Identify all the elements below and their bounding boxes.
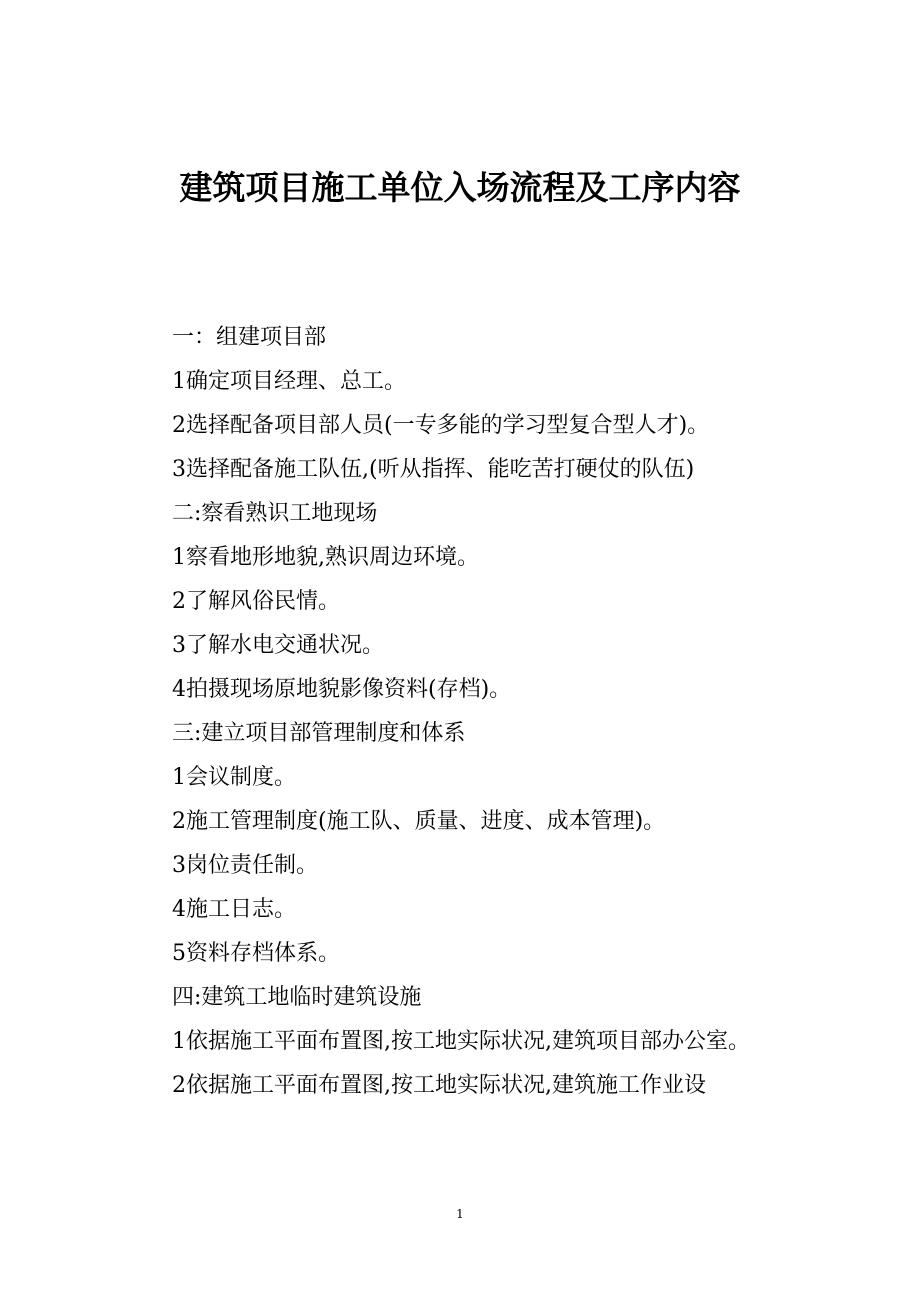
list-item: 3选择配备施工队伍,(听从指挥、能吃苦打硬仗的队伍)	[172, 457, 695, 482]
section-heading-3: 三:建立项目部管理制度和体系	[172, 721, 466, 746]
list-item: 5资料存档体系。	[172, 941, 340, 966]
section-heading-1: 一：组建项目部	[172, 325, 327, 350]
list-item: 3了解水电交通状况。	[172, 633, 384, 658]
page-number: 1	[456, 1207, 464, 1221]
list-item: 3岗位责任制。	[172, 853, 318, 878]
list-item: 4施工日志。	[172, 897, 296, 922]
list-item: 1察看地形地貌,熟识周边环境。	[172, 545, 479, 570]
list-item: 4拍摄现场原地貌影像资料(存档)。	[172, 677, 512, 702]
list-item: 2施工管理制度(施工队、质量、进度、成本管理)。	[172, 809, 666, 834]
document-body	[110, 316, 810, 1108]
paragraph: 1依据施工平面布置图,按工地实际状况,建筑项目部办公室。	[172, 1029, 750, 1054]
list-item: 1确定项目经理、总工。	[172, 369, 406, 394]
list-item: 2了解风俗民情。	[172, 589, 340, 614]
document-title: 建筑项目施工单位入场流程及工序内容	[179, 168, 741, 207]
list-item: 2选择配备项目部人员(一专多能的学习型复合型人才)。	[172, 413, 710, 438]
list-item: 1会议制度。	[172, 765, 296, 790]
section-heading-2: 二:察看熟识工地现场	[172, 501, 378, 526]
section-heading-4: 四:建筑工地临时建筑设施	[172, 985, 422, 1010]
paragraph: 2依据施工平面布置图,按工地实际状况,建筑施工作业设	[172, 1073, 706, 1098]
